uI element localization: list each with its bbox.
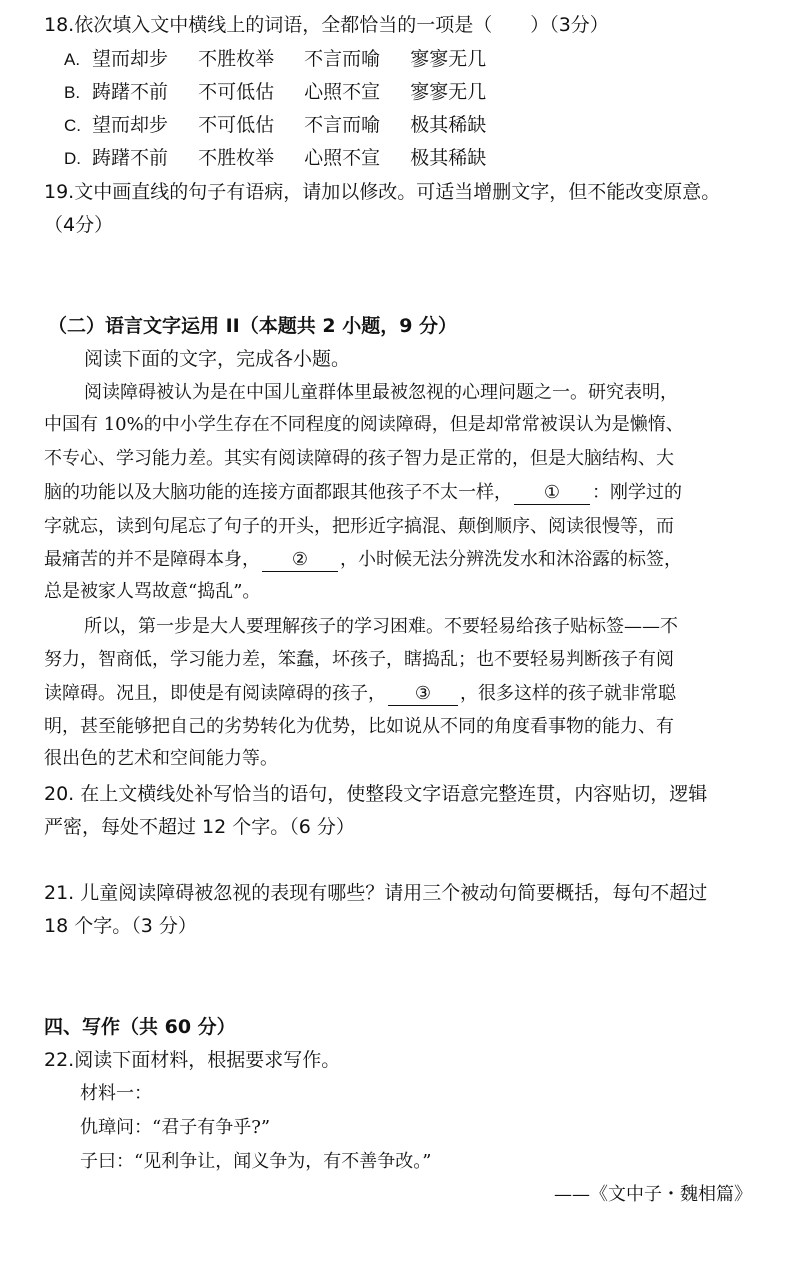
q19-stem: 19.文中画直线的句子有语病，请加以修改。可适当增删文字，但不能改变原意。 bbox=[44, 181, 721, 203]
q19-points: （4分） bbox=[44, 214, 114, 236]
passage-line bbox=[44, 681, 676, 707]
option-word: 心照不宣 bbox=[304, 81, 381, 103]
blank-3: ③ bbox=[388, 683, 458, 706]
q18-option-a[interactable] bbox=[64, 46, 510, 73]
option-word: 寥寥无几 bbox=[410, 48, 487, 70]
blank-2: ② bbox=[262, 549, 338, 572]
section2-title: （二）语言文字运用 II（本题共 2 小题，9 分） bbox=[48, 315, 458, 337]
option-word: 踌躇不前 bbox=[92, 81, 169, 103]
option-word: 心照不宣 bbox=[304, 147, 381, 169]
option-word: 望而却步 bbox=[92, 48, 169, 70]
section4-title: 四、写作（共 60 分） bbox=[44, 1016, 236, 1038]
passage-text: 脑的功能以及大脑功能的连接方面都跟其他孩子不太一样， bbox=[44, 482, 512, 503]
option-word: 不可低估 bbox=[198, 81, 275, 103]
option-word: 踌躇不前 bbox=[92, 147, 169, 169]
option-word: 望而却步 bbox=[92, 114, 169, 136]
option-letter: B. bbox=[64, 83, 81, 102]
passage-line: 努力，智商低，学习能力差，笨蠢，坏孩子，瞎捣乱；也不要轻易判断孩子有阅 bbox=[44, 649, 674, 670]
passage-text: ，小时候无法分辨洗发水和沐浴露的标签， bbox=[340, 549, 682, 570]
q21-stem: 21. 儿童阅读障碍被忽视的表现有哪些？请用三个被动句简要概括，每句不超过 bbox=[44, 882, 708, 904]
material-line: 仇璋问：“君子有争乎?” bbox=[80, 1117, 271, 1138]
q18-option-b[interactable] bbox=[64, 79, 510, 106]
passage-text: ，很多这样的孩子就非常聪 bbox=[460, 683, 676, 704]
q18-option-d[interactable] bbox=[64, 145, 510, 172]
material-source: ——《文中子・魏相篇》 bbox=[554, 1184, 752, 1205]
option-word: 不可低估 bbox=[198, 114, 275, 136]
passage-line: 总是被家人骂故意“捣乱”。 bbox=[44, 581, 261, 602]
passage-text: 读障碍。况且，即使是有阅读障碍的孩子， bbox=[44, 683, 386, 704]
option-word: 极其稀缺 bbox=[410, 147, 487, 169]
passage-line: 阅读障碍被认为是在中国儿童群体里最被忽视的心理问题之一。研究表明， bbox=[84, 382, 678, 403]
material-label: 材料一： bbox=[80, 1083, 152, 1104]
option-letter: A. bbox=[64, 50, 81, 69]
option-word: 不言而喻 bbox=[304, 48, 381, 70]
section2-instruction: 阅读下面的文字，完成各小题。 bbox=[84, 348, 351, 370]
passage-line bbox=[44, 547, 682, 573]
passage-line: 不专心、学习能力差。其实有阅读障碍的孩子智力是正常的，但是大脑结构、大 bbox=[44, 448, 674, 469]
q22-stem: 22.阅读下面材料，根据要求写作。 bbox=[44, 1049, 341, 1071]
passage-line: 字就忘，读到句尾忘了句子的开头，把形近字搞混、颠倒顺序、阅读很慢等，而 bbox=[44, 516, 674, 537]
q18-option-c[interactable] bbox=[64, 112, 510, 139]
q21-requirement: 18 个字。（3 分） bbox=[44, 915, 197, 937]
option-letter: D. bbox=[64, 149, 81, 168]
option-word: 不胜枚举 bbox=[198, 147, 275, 169]
material-line: 子曰：“见利争让，闻义争为，有不善争改。” bbox=[80, 1151, 432, 1172]
option-letter: C. bbox=[64, 116, 81, 135]
option-word: 不言而喻 bbox=[304, 114, 381, 136]
blank-1: ① bbox=[514, 482, 590, 505]
q20-stem: 20. 在上文横线处补写恰当的语句，使整段文字语意完整连贯，内容贴切，逻辑 bbox=[44, 783, 708, 805]
passage-line: 中国有 10%的中小学生存在不同程度的阅读障碍，但是却常常被误认为是懒惰、 bbox=[44, 414, 684, 435]
passage-line bbox=[44, 480, 682, 506]
option-word: 极其稀缺 bbox=[410, 114, 487, 136]
passage-text: ：刚学过的 bbox=[592, 482, 682, 503]
passage-line: 明，甚至能够把自己的劣势转化为优势，比如说从不同的角度看事物的能力、有 bbox=[44, 716, 674, 737]
passage-line: 所以，第一步是大人要理解孩子的学习困难。不要轻易给孩子贴标签——不 bbox=[84, 616, 678, 637]
q18-stem: 18.依次填入文中横线上的词语，全都恰当的一项是（ ）（3分） bbox=[44, 14, 609, 36]
passage-line: 很出色的艺术和空间能力等。 bbox=[44, 748, 278, 769]
option-word: 不胜枚举 bbox=[198, 48, 275, 70]
option-word: 寥寥无几 bbox=[410, 81, 487, 103]
passage-text: 最痛苦的并不是障碍本身， bbox=[44, 549, 260, 570]
q20-requirement: 严密，每处不超过 12 个字。（6 分） bbox=[44, 816, 355, 838]
